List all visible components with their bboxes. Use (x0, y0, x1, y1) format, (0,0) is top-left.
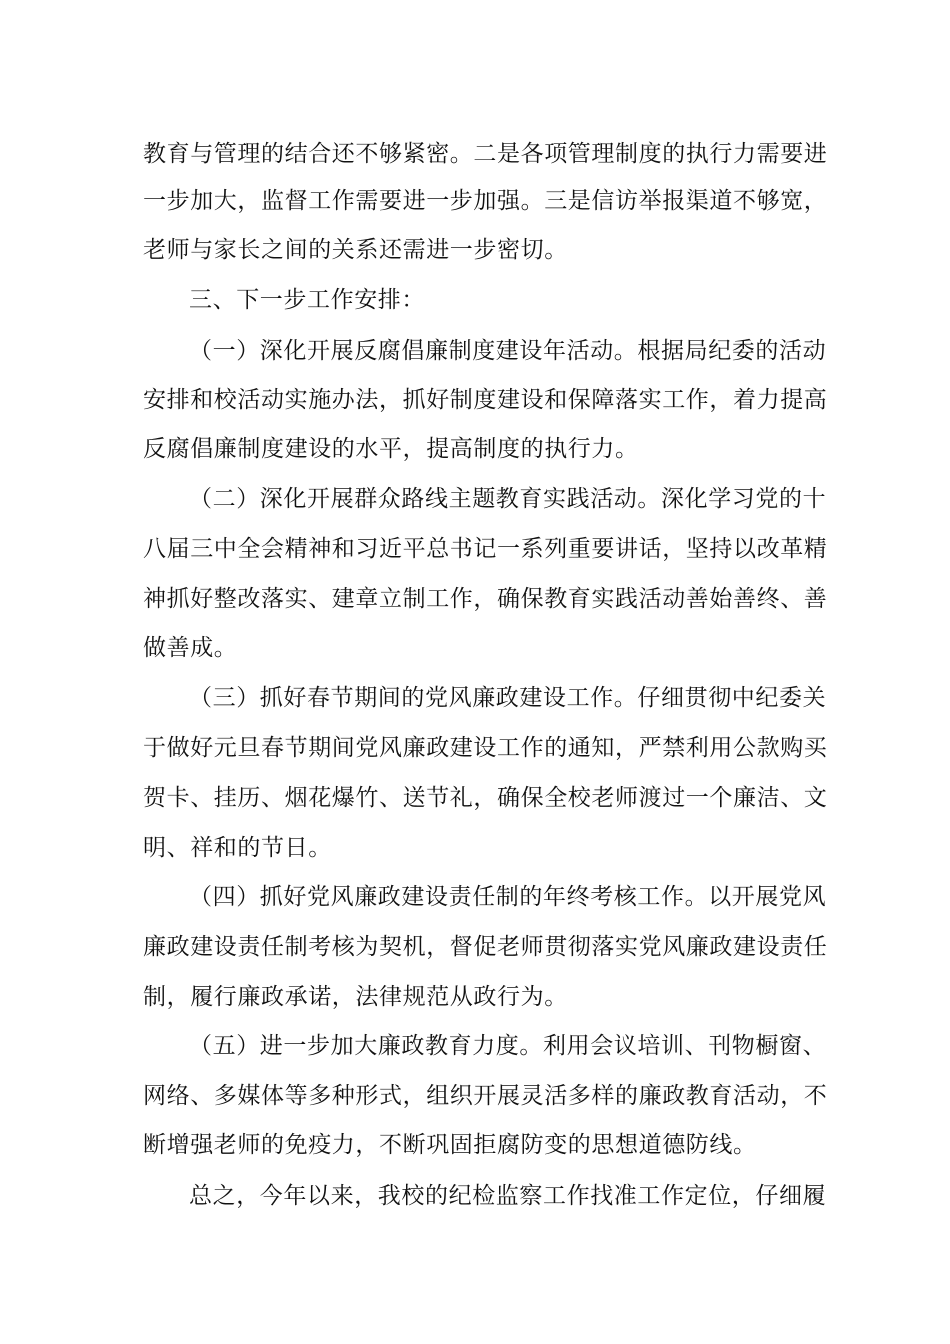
text-line: 明、祥和的节日。 (143, 835, 332, 861)
text-line: 贺卡、挂历、烟花爆竹、送节礼，确保全校老师渡过一个廉洁、文 (143, 785, 828, 811)
text-line: （二）深化开展群众路线主题教育实践活动。深化学习党的十 (189, 486, 827, 512)
text-line: 断增强老师的免疫力，不断巩固拒腐防变的思想道德防线。 (143, 1132, 757, 1158)
text-line: 八届三中全会精神和习近平总书记一系列重要讲话，坚持以改革精 (143, 536, 828, 562)
section-heading: 三、下一步工作安排： (189, 287, 425, 313)
text-line: 反腐倡廉制度建设的水平，提高制度的执行力。 (143, 436, 639, 462)
text-line: 安排和校活动实施办法，抓好制度建设和保障落实工作，着力提高 (143, 387, 828, 413)
text-line: （三）抓好春节期间的党风廉政建设工作。仔细贯彻中纪委关 (189, 685, 827, 711)
text-line: （五）进一步加大廉政教育力度。利用会议培训、刊物橱窗、 (189, 1033, 827, 1059)
text-line: 于做好元旦春节期间党风廉政建设工作的通知，严禁利用公款购买 (143, 735, 828, 761)
text-line: 神抓好整改落实、建章立制工作，确保教育实践活动善始善终、善 (143, 586, 828, 612)
text-line: （四）抓好党风廉政建设责任制的年终考核工作。以开展党风 (189, 884, 827, 910)
text-line: 老师与家长之间的关系还需进一步密切。 (143, 237, 568, 263)
text-line: 廉政建设责任制考核为契机，督促老师贯彻落实党风廉政建设责任 (143, 934, 828, 960)
text-line: 网络、多媒体等多种形式，组织开展灵活多样的廉政教育活动，不 (143, 1083, 828, 1109)
text-line: （一）深化开展反腐倡廉制度建设年活动。根据局纪委的活动 (189, 338, 827, 364)
text-line: 教育与管理的结合还不够紧密。二是各项管理制度的执行力需要进 (143, 141, 828, 167)
text-line: 制，履行廉政承诺，法律规范从政行为。 (143, 984, 568, 1010)
text-line: 做善成。 (143, 635, 238, 661)
text-line: 一步加大，监督工作需要进一步加强。三是信访举报渠道不够宽， (143, 188, 828, 214)
text-line: 总之，今年以来，我校的纪检监察工作找准工作定位，仔细履 (189, 1183, 827, 1209)
